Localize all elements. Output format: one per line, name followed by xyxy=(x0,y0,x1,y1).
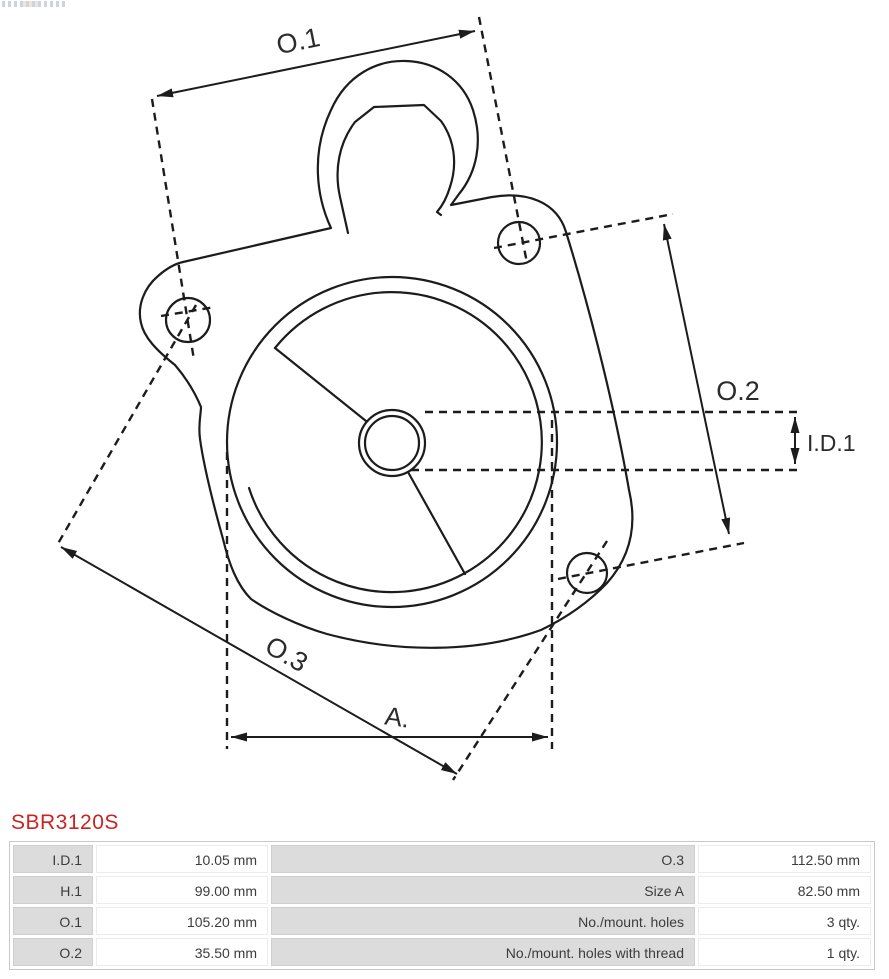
spec-value: 82.50 mm xyxy=(698,876,871,904)
spec-label: O.2 xyxy=(13,938,93,966)
label-o1: O.1 xyxy=(273,22,323,61)
spec-label: No./mount. holes with thread xyxy=(271,938,695,966)
ext-o3-left xyxy=(56,305,196,547)
ext-o2-top xyxy=(494,214,673,248)
ext-o2-bottom xyxy=(558,543,744,579)
part-number: SBR3120S xyxy=(11,811,119,834)
spec-value: 112.50 mm xyxy=(698,845,871,873)
label-a: A. xyxy=(382,700,412,734)
spec-value: 10.05 mm xyxy=(96,845,268,873)
boss-outer-circle xyxy=(227,277,557,607)
spec-label: Size A xyxy=(271,876,695,904)
ext-o1-right xyxy=(479,17,527,263)
spec-value: 1 qty. xyxy=(698,938,871,966)
spec-table xyxy=(9,841,875,970)
label-o3: O.3 xyxy=(260,630,313,679)
label-o2: O.2 xyxy=(716,376,760,406)
spec-label: I.D.1 xyxy=(13,845,93,873)
plate-outline xyxy=(140,61,632,648)
shaft-hole-outer xyxy=(359,410,425,476)
spec-label: H.1 xyxy=(13,876,93,904)
section-line-upper xyxy=(275,348,366,421)
lug-inner-opening xyxy=(338,105,455,233)
table-row xyxy=(13,845,871,873)
shaft-hole-inner xyxy=(365,416,419,470)
spec-value: 99.00 mm xyxy=(96,876,268,904)
mount-hole-top-right xyxy=(498,222,540,264)
spec-label: O.3 xyxy=(271,845,695,873)
spec-value: 105.20 mm xyxy=(96,907,268,935)
ext-o3-right xyxy=(453,541,607,780)
section-line-lower xyxy=(408,472,465,574)
table-row xyxy=(13,876,871,904)
spec-value: 3 qty. xyxy=(698,907,871,935)
boss-inner-circle-arc xyxy=(249,292,542,592)
spec-label: O.1 xyxy=(13,907,93,935)
table-row xyxy=(13,907,871,935)
spec-label: No./mount. holes xyxy=(271,907,695,935)
table-row xyxy=(13,938,871,966)
spec-value: 35.50 mm xyxy=(96,938,268,966)
dim-o3-arrow xyxy=(61,547,457,774)
label-id1: I.D.1 xyxy=(807,430,856,456)
